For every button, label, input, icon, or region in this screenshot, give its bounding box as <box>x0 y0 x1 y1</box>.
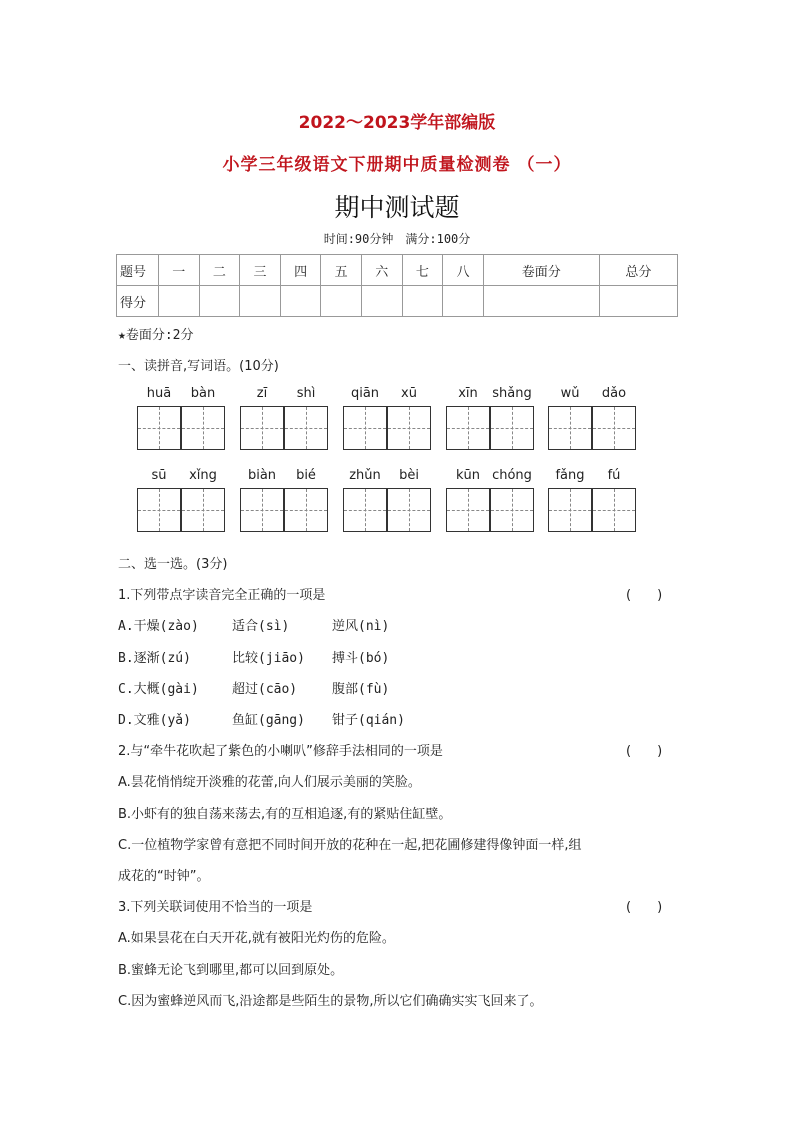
pinyin-label: sū <box>151 468 167 483</box>
question-3-stem: 3.下列关联词使用不恰当的一项是 <box>118 900 313 915</box>
exam-meta: 时间:90分钟 满分:100分 <box>323 232 471 246</box>
q1-option-a: A.干燥(zào) <box>118 619 199 634</box>
writing-box[interactable] <box>387 406 431 450</box>
writing-box[interactable] <box>548 406 592 450</box>
score-table-score-row <box>117 286 678 317</box>
q1-option-a-word3: 逆风(nì) <box>332 619 390 634</box>
pinyin-label: biàn <box>247 468 277 483</box>
q1-option-d-word3: 钳子(qián) <box>332 713 405 728</box>
writing-box[interactable] <box>490 488 534 532</box>
pinyin-label: fú <box>607 468 621 483</box>
writing-box[interactable] <box>592 488 636 532</box>
score-cell: 四 <box>280 255 321 286</box>
section1-title: 一、读拼音,写词语。(10分) <box>118 359 279 374</box>
q2-option-a: A.昙花悄悄绽开淡雅的花蕾,向人们展示美丽的笑脸。 <box>118 775 421 790</box>
score-cell: 总分 <box>599 255 677 286</box>
writing-box[interactable] <box>490 406 534 450</box>
answer-paren[interactable]: ( ) <box>626 900 663 915</box>
score-input-cell[interactable] <box>361 286 402 317</box>
pinyin-label: qiān <box>350 386 380 401</box>
score-input-cell[interactable] <box>402 286 443 317</box>
q1-option-d-word2: 鱼缸(gāng) <box>232 713 305 728</box>
score-cell: 八 <box>443 255 484 286</box>
q1-option-b-word2: 比较(jiāo) <box>232 651 305 666</box>
writing-box[interactable] <box>240 488 284 532</box>
q1-option-b-word3: 搏斗(bó) <box>332 651 390 666</box>
pinyin-label: bèi <box>399 468 419 483</box>
answer-paren[interactable]: ( ) <box>626 744 663 759</box>
neatness-note: ★卷面分:2分 <box>118 328 194 343</box>
pinyin-label: wǔ <box>560 386 580 401</box>
score-input-cell[interactable] <box>443 286 484 317</box>
q3-option-c: C.因为蜜蜂逆风而飞,沿途都是些陌生的景物,所以它们确确实实飞回来了。 <box>118 994 543 1009</box>
score-table-header-row <box>117 255 678 286</box>
exam-subtitle: 小学三年级语文下册期中质量检测卷 （一） <box>222 155 572 175</box>
q1-option-d: D.文雅(yǎ) <box>118 713 191 728</box>
score-input-cell[interactable] <box>199 286 240 317</box>
writing-box[interactable] <box>137 406 181 450</box>
exam-year-title: 2022～2023学年部编版 <box>298 113 496 133</box>
pinyin-label: kūn <box>455 468 480 483</box>
q2-option-b: B.小虾有的独自荡来荡去,有的互相追逐,有的紧贴住缸壁。 <box>118 807 452 822</box>
score-cell: 三 <box>240 255 281 286</box>
pinyin-label: dǎo <box>601 386 627 401</box>
writing-box[interactable] <box>548 488 592 532</box>
pinyin-label: huā <box>146 386 172 401</box>
answer-paren[interactable]: ( ) <box>626 588 663 603</box>
q1-option-c-word3: 腹部(fù) <box>332 682 390 697</box>
question-1-stem: 1.下列带点字读音完全正确的一项是 <box>118 588 326 603</box>
writing-box[interactable] <box>240 406 284 450</box>
q1-option-b: B.逐渐(zú) <box>118 651 191 666</box>
writing-box[interactable] <box>284 488 328 532</box>
pinyin-label: zī <box>256 386 268 401</box>
pinyin-label: fǎng <box>555 468 585 483</box>
q3-option-b: B.蜜蜂无论飞到哪里,都可以回到原处。 <box>118 963 344 978</box>
score-cell: 二 <box>199 255 240 286</box>
writing-box[interactable] <box>446 488 490 532</box>
page-title: 期中测试题 <box>334 193 460 222</box>
writing-box[interactable] <box>284 406 328 450</box>
pinyin-label: zhǔn <box>349 468 381 483</box>
pinyin-label: xǐng <box>189 468 217 483</box>
writing-box[interactable] <box>137 488 181 532</box>
writing-box[interactable] <box>181 488 225 532</box>
score-input-cell[interactable] <box>599 286 677 317</box>
q1-option-c: C.大概(gài) <box>118 682 199 697</box>
q2-option-c: C.一位植物学家曾有意把不同时间开放的花种在一起,把花圃修建得像钟面一样,组 <box>118 838 582 853</box>
score-cell: 六 <box>361 255 402 286</box>
score-input-cell[interactable] <box>159 286 200 317</box>
score-row-label: 得分 <box>117 286 159 317</box>
score-cell: 五 <box>321 255 362 286</box>
score-input-cell[interactable] <box>321 286 362 317</box>
q2-option-c-cont: 成花的“时钟”。 <box>118 869 210 884</box>
writing-box[interactable] <box>446 406 490 450</box>
pinyin-label: shǎng <box>492 386 532 401</box>
score-cell: 一 <box>159 255 200 286</box>
score-cell: 卷面分 <box>483 255 599 286</box>
pinyin-label: xīn <box>458 386 478 401</box>
pinyin-label: bàn <box>190 386 216 401</box>
q1-option-a-word2: 适合(sì) <box>232 619 290 634</box>
pinyin-label: bié <box>296 468 316 483</box>
pinyin-label: chóng <box>492 468 532 483</box>
pinyin-label: xū <box>401 386 417 401</box>
question-2-stem: 2.与“牵牛花吹起了紫色的小喇叭”修辞手法相同的一项是 <box>118 744 443 759</box>
score-input-cell[interactable] <box>483 286 599 317</box>
writing-box[interactable] <box>592 406 636 450</box>
score-input-cell[interactable] <box>280 286 321 317</box>
score-cell: 七 <box>402 255 443 286</box>
score-cell: 题号 <box>117 255 159 286</box>
section2-title: 二、选一选。(3分) <box>118 557 228 572</box>
pinyin-label: shì <box>296 386 316 401</box>
writing-box[interactable] <box>343 406 387 450</box>
score-input-cell[interactable] <box>240 286 281 317</box>
writing-box[interactable] <box>387 488 431 532</box>
writing-box[interactable] <box>181 406 225 450</box>
writing-box[interactable] <box>343 488 387 532</box>
q1-option-c-word2: 超过(cāo) <box>232 682 298 697</box>
q3-option-a: A.如果昙花在白天开花,就有被阳光灼伤的危险。 <box>118 931 395 946</box>
score-table <box>116 254 678 317</box>
